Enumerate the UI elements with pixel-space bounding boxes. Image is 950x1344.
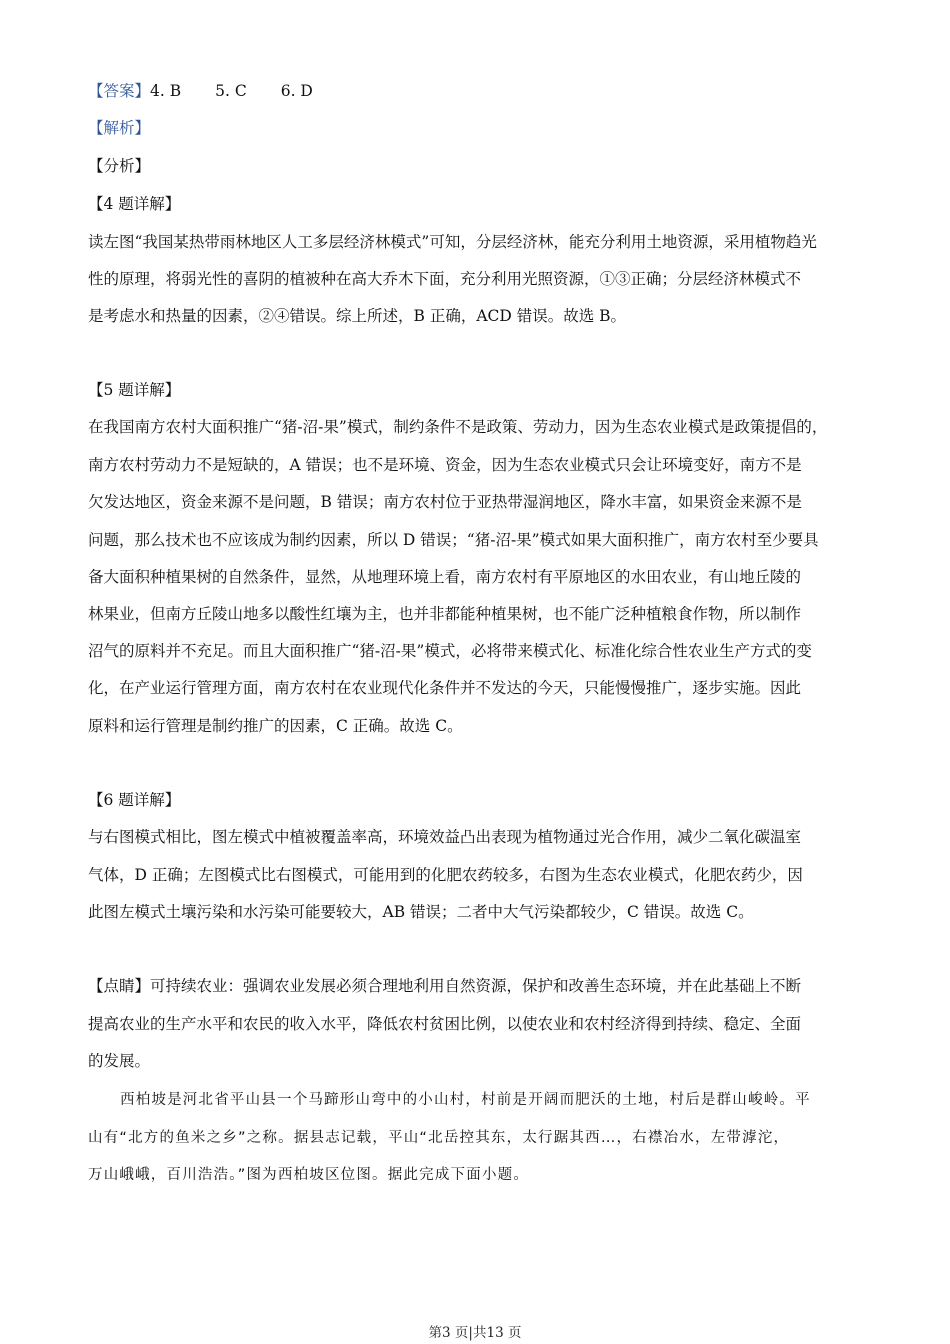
answer-line: [88, 81, 864, 101]
q5-line: 在我国南方农村大面积推广“猪-沼-果”模式，制约条件不是政策、劳动力，因为生态农业模式是政策提倡的，: [88, 418, 828, 436]
q4-line: 是考虑水和热量的因素，②④错误。综上所述，B 正确，ACD 错误。故选 B。: [88, 307, 627, 325]
q5-line: 林果业，但南方丘陵山地多以酸性红壤为主，也并非都能种植果树，也不能广泛种植粮食作物，所以制作: [88, 605, 802, 623]
q6-line: 与右图模式相比，图左模式中植被覆盖率高，环境效益凸出表现为植物通过光合作用，减少二氧化碳温室: [88, 828, 802, 846]
q4-heading: 【4 题详解】: [88, 195, 181, 213]
q6-line: 气体，D 正确；左图模式比右图模式，可能用到的化肥农药较多，右图为生态农业模式，化肥农药少，因: [88, 866, 803, 884]
passage-line: 万山峨峨，百川浩浩。”图为西柏坡区位图。据此完成下面小题。: [88, 1167, 530, 1183]
q4-line: 读左图“我国某热带雨林地区人工多层经济林模式”可知，分层经济林，能充分利用土地资源，采用植物趋光: [88, 233, 817, 251]
dianjing-label: 【点睛】: [88, 977, 151, 995]
answer-label: 【答案】: [88, 82, 151, 100]
answer-6: 6. D: [280, 82, 313, 100]
q6-line: 此图左模式土壤污染和水污染可能要较大，AB 错误；二者中大气污染都较少，C 错误。故选 C。: [88, 903, 754, 921]
q6-heading: 【6 题详解】: [88, 791, 181, 809]
passage-line: 山有“北方的鱼米之乡”之称。据县志记载，平山“北岳控其东，太行踞其西…，右襟冶水，左带滹沱，: [88, 1130, 790, 1146]
fenxi-label: 【分析】: [88, 157, 151, 175]
q5-heading: 【5 题详解】: [88, 381, 181, 399]
passage-line: 西柏坡是河北省平山县一个马蹄形山弯中的小山村，村前是开阔而肥沃的土地，村后是群山峻岭。平: [120, 1092, 811, 1108]
q5-line: 沼气的原料并不充足。而且大面积推广“猪-沼-果”模式，必将带来模式化、标准化综合性农业生产方式的变: [88, 642, 812, 660]
dianjing-text: 可持续农业：强调农业发展必须合理地利用自然资源，保护和改善生态环境，并在此基础上不断: [150, 977, 802, 995]
dianjing-line: 的发展。: [88, 1052, 151, 1070]
q5-line: 化，在产业运行管理方面，南方农村在农业现代化条件并不发达的今天，只能慢慢推广，逐步实施。因此: [88, 679, 802, 697]
analysis-label: 【解析】: [88, 119, 151, 137]
answer-5: 5. C: [215, 82, 247, 100]
page-footer: 第3 页|共13 页: [428, 1325, 522, 1341]
q5-line: 备大面积种植果树的自然条件，显然，从地理环境上看，南方农村有平原地区的水田农业，有山地丘陵的: [88, 568, 802, 586]
dianjing-line: 提高农业的生产水平和农民的收入水平，降低农村贫困比例，以使农业和农村经济得到持续、稳定、全面: [88, 1015, 802, 1033]
q5-line: 原料和运行管理是制约推广的因素，C 正确。故选 C。: [88, 717, 463, 735]
dianjing-line: [88, 976, 864, 996]
answer-4: 4. B: [150, 82, 182, 100]
q5-line: 欠发达地区，资金来源不是问题，B 错误；南方农村位于亚热带湿润地区，降水丰富，如果资金来源不是: [88, 493, 802, 511]
q5-line: 南方农村劳动力不是短缺的，A 错误；也不是环境、资金，因为生态农业模式只会让环境变好，南方不是: [88, 456, 802, 474]
q4-line: 性的原理，将弱光性的喜阴的植被种在高大乔木下面，充分利用光照资源，①③正确；分层经济林模式不: [88, 270, 802, 288]
q5-line: 问题，那么技术也不应该成为制约因素，所以 D 错误；“猪-沼-果”模式如果大面积推广，南方农村至少要具: [88, 531, 819, 549]
